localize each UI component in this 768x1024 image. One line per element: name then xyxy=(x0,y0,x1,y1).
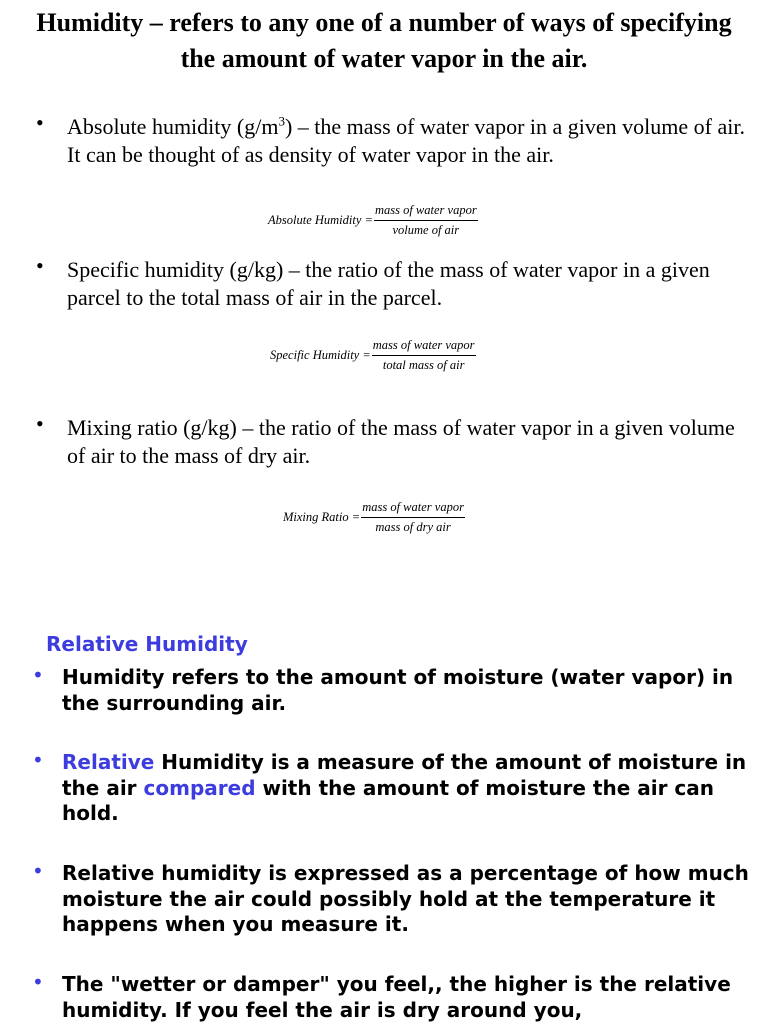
bullet-marker: • xyxy=(36,411,44,436)
relative-highlight: Relative xyxy=(62,750,155,774)
page-title: Humidity – refers to any one of a number of ways of specifying the amount of water vapor in the air. xyxy=(36,8,732,73)
relative-humidity-point-1: Humidity refers to the amount of moisture (water vapor) in the surrounding air. xyxy=(62,665,734,715)
absolute-humidity-text-end: ) – the mass of water vapor in a given volume of air. It can be thought of as density of water vapor in the air. xyxy=(67,114,745,167)
mixing-ratio-definition: Mixing ratio (g/kg) – the ratio of the mass of water vapor in a given volume of air to the mass of dry air. xyxy=(67,415,735,468)
formula-denominator: mass of dry air xyxy=(375,520,451,534)
bullet-marker: • xyxy=(36,253,44,278)
formula-numerator: mass of water vapor xyxy=(374,203,478,221)
formula-numerator: mass of water vapor xyxy=(372,338,476,356)
bullet-marker: • xyxy=(32,970,44,994)
relative-humidity-point-4: The "wetter or damper" you feel,, the higher is the relative humidity. If you feel the air is dry around you, xyxy=(62,972,731,1022)
compared-highlight: compared xyxy=(143,775,256,800)
formula-lhs: Mixing Ratio = xyxy=(283,510,361,524)
specific-humidity-definition: Specific humidity (g/kg) – the ratio of the mass of water vapor in a given parcel to the total mass of air in the parcel. xyxy=(67,257,710,310)
bullet-marker: • xyxy=(36,110,44,135)
absolute-humidity-definition xyxy=(67,113,747,169)
relative-humidity-heading: Relative Humidity xyxy=(46,632,248,656)
absolute-humidity-formula xyxy=(268,203,478,238)
absolute-humidity-text-start: Absolute humidity (g/m xyxy=(67,114,279,139)
formula-lhs: Absolute Humidity = xyxy=(268,213,373,227)
formula-denominator: total mass of air xyxy=(382,358,465,372)
formula-fraction xyxy=(361,500,465,535)
specific-humidity-formula xyxy=(270,338,476,373)
formula-lhs: Specific Humidity = xyxy=(270,348,371,362)
formula-fraction xyxy=(374,203,478,238)
cubic-exponent: 3 xyxy=(278,113,285,129)
bullet-marker: • xyxy=(32,663,44,687)
relative-humidity-point-2 xyxy=(62,750,752,827)
formula-numerator: mass of water vapor xyxy=(361,500,465,518)
bullet-marker: • xyxy=(32,748,44,772)
formula-fraction xyxy=(372,338,476,373)
relative-humidity-point-3: Relative humidity is expressed as a percentage of how much moisture the air could possibly hold at the temperature it happens when you measure it. xyxy=(62,861,749,936)
point-2-text-b: with the amount of moisture the air can hold. xyxy=(62,775,715,825)
bullet-marker: • xyxy=(32,859,44,883)
mixing-ratio-formula xyxy=(283,500,465,535)
point-2-text-a: Humidity is a measure of the amount of moisture in the air xyxy=(62,750,747,800)
formula-denominator: volume of air xyxy=(392,223,460,237)
